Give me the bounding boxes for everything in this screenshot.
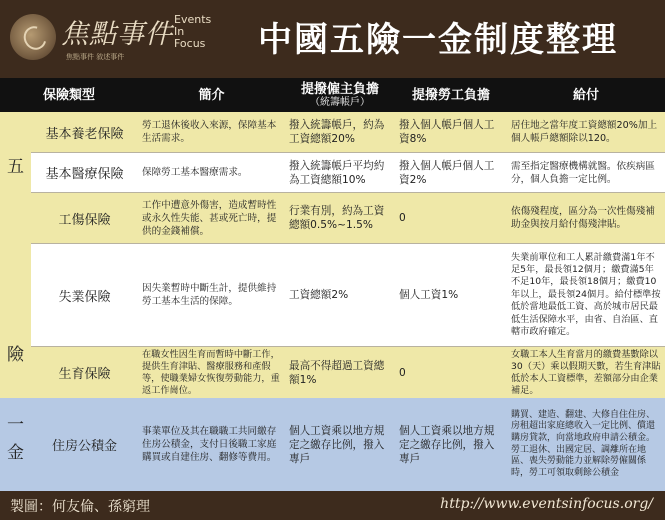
row-employer-contribution: 個人工資乘以地方規定之繳存比例，撥入專戶: [289, 424, 385, 465]
row-employer-contribution: 撥入統籌帳戶，約為工資總額20%: [289, 119, 385, 145]
row-benefit: 購買、建造、翻建、大修自住住房、房租超出家庭總收入一定比例、償還購房貸款，向當地政府申請公積金。勞工退休、出國定居、調離所在地區、喪失勞動能力並解除勞僱關係時，勞工可領取剩餘公積金: [511, 409, 656, 478]
logo-chinese-name: 焦點事件: [61, 19, 173, 50]
column-header-employer-sublabel: （統籌帳戶）: [310, 97, 370, 108]
row-worker-contribution: 0: [399, 212, 406, 224]
table-row-housing-fund: [31, 398, 665, 491]
column-header-employer: [285, 78, 395, 112]
table-row-pension: [31, 112, 665, 152]
logo-emblem-icon: [10, 14, 56, 60]
row-description: 因失業暫時中斷生計，提供維持勞工基本生活的保障。: [142, 283, 277, 307]
row-worker-contribution: 撥入個人帳戶個人工資8%: [399, 119, 495, 145]
column-header-worker-label: 提撥勞工負擔: [411, 87, 490, 103]
column-header-description: [138, 78, 285, 112]
page-title: 中國五險一金制度整理: [258, 20, 618, 60]
table-row-unemployment: [31, 244, 665, 346]
logo-english-line-3: Focus: [174, 37, 206, 50]
footer: [0, 491, 665, 520]
row-worker-contribution: 0: [399, 366, 406, 379]
table-row-maternity: [31, 347, 665, 398]
row-benefit: 需至指定醫療機構就醫。依疾病區分，個人負擔一定比例。: [511, 160, 655, 185]
row-name: 住房公積金: [51, 439, 117, 454]
footer-credit: 製圖：何友倫、孫窮理: [10, 499, 150, 515]
events-in-focus-logo[interactable]: [6, 8, 212, 68]
column-header-benefit: [507, 78, 665, 112]
five-insurances-group-label: [0, 112, 31, 398]
row-description: 事業單位及其在職職工共同繳存住房公積金，支付日後職工家庭購買或自建住房、翻修等費用。: [142, 426, 277, 463]
column-header-employer-label: 提撥僱主負擔: [300, 82, 379, 97]
housing-fund-group-label: [0, 398, 31, 491]
row-name: 失業保險: [58, 289, 111, 305]
group-char-fund: 金: [7, 443, 24, 463]
row-name: 基本養老保險: [45, 126, 124, 142]
logo-tagline: 焦點事件 敘述事件: [66, 53, 125, 61]
row-employer-contribution: 最高不得超過工資總額1%: [289, 359, 385, 386]
row-benefit: 依傷殘程度，區分為一次性傷殘補助金與按月給付傷殘津貼。: [511, 206, 655, 230]
logo-english-line-1: Events: [174, 13, 212, 26]
column-header-type-label: 保險類型: [42, 87, 95, 103]
row-name: 基本醫療保險: [45, 167, 124, 182]
group-char-one: 一: [7, 415, 24, 435]
row-name: 工傷保險: [58, 212, 111, 228]
group-char-insurance: 險: [7, 345, 24, 365]
row-description: 在職女性因生育而暫時中斷工作，提供生育津貼、醫療服務和產假等，使職業婦女恢復勞動能力，重返工作崗位。: [142, 348, 280, 396]
insurance-table: [0, 78, 665, 491]
column-header-description-label: 簡介: [198, 87, 225, 103]
group-char-five: 五: [7, 157, 24, 177]
column-header-benefit-label: 給付: [572, 87, 599, 103]
row-benefit: 失業前單位和工人累計繳費滿1年不足5年，最長領12個月；繳費滿5年不足10年，最長領18個月；繳費10年以上，最長領24個月。給付標準按低於當地最低工資、高於城市居民最低生活保障水平，由省、自治區、直轄市政府確定。: [511, 251, 661, 338]
logo-english-name: [174, 14, 214, 50]
row-worker-contribution: 撥入個人帳戶個人工資2%: [399, 159, 495, 186]
row-worker-contribution: 個人工資1%: [399, 289, 459, 301]
footer-url-link[interactable]: http://www.eventsinfocus.org/: [440, 496, 653, 512]
table-row-work-injury: [31, 193, 665, 243]
row-benefit: 居住地之當年度工資總額20%加上個人帳戶總額除以120。: [511, 120, 658, 144]
row-description: 保障勞工基本醫療需求。: [142, 167, 248, 178]
row-worker-contribution: 個人工資乘以地方規定之繳存比例，撥入專戶: [399, 424, 495, 465]
row-benefit: 女職工本人生育當月的繳費基數除以30（天）乘以假期天數，若生育津貼低於本人工資標準，差額部分由企業補足。: [511, 348, 661, 396]
row-description: 工作中遭意外傷害，造成暫時性或永久性失能、甚或死亡時，提供的金錢補償。: [142, 199, 277, 237]
row-name: 生育保險: [58, 367, 111, 382]
table-row-medical: [31, 153, 665, 192]
column-header-worker: [395, 78, 507, 112]
row-employer-contribution: 行業有別，約為工資總額0.5%~1.5%: [289, 205, 385, 231]
row-employer-contribution: 工資總額2%: [289, 289, 349, 301]
row-description: 勞工退休後收入來源，保障基本生活需求。: [142, 120, 277, 144]
header: [0, 0, 665, 78]
column-header-type: [0, 78, 138, 112]
logo-english-line-2: In: [174, 25, 185, 38]
row-employer-contribution: 撥入統籌帳戶平均約為工資總額10%: [289, 159, 385, 186]
